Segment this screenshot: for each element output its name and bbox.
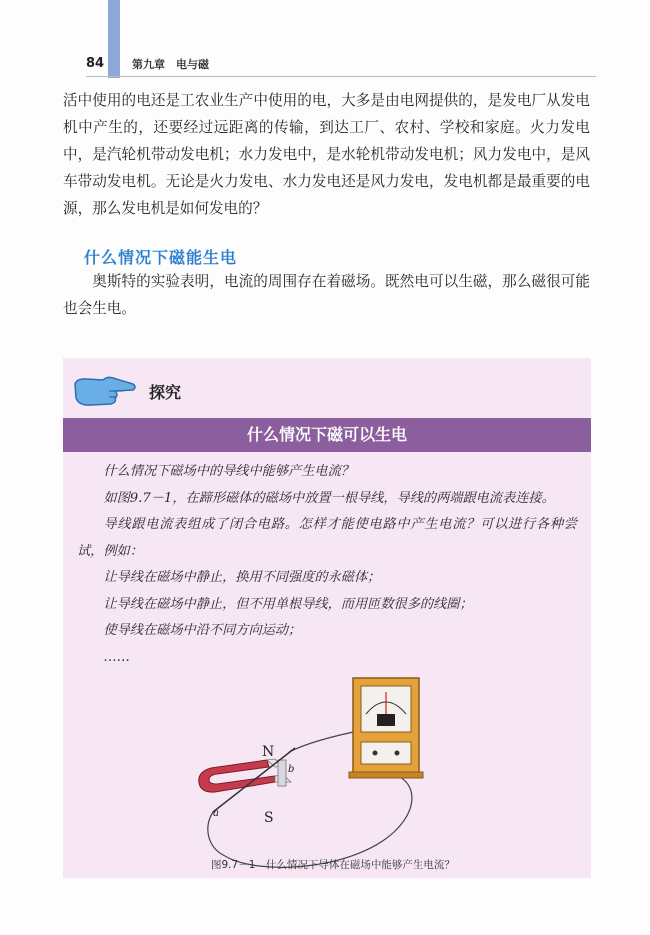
inquiry-attempt-3: 使导线在磁场中沿不同方向运动； (103, 623, 302, 638)
explore-box (63, 358, 591, 878)
circuit-wire-upper (289, 730, 363, 752)
inquiry-attempt-2: 让导线在磁场中静止，但不用单根导线，而用匝数很多的线圈； (103, 596, 473, 612)
intro-paragraph: 活中使用的电还是工农业生产中使用的电，大多是由电网提供的，是发电厂从发电机中产生的，还要经过远距离的传输，到达工厂、农村、学校和家庭。火力发电中，是汽轮机带动发电机；水力发电中，是水轮机带动发电机；风力发电中，是风车带动发电机。无论是火力发电、水力发电还是风力发电，发电机都是最重要的电源，那么发电机是如何发电的？ (63, 92, 590, 217)
galvanometer (349, 678, 423, 778)
figure-9-7-1 (63, 656, 591, 878)
inquiry-ellipsis: …… (103, 649, 130, 665)
circuit-wire (225, 776, 412, 867)
label-s: S (264, 810, 274, 826)
label-b: b (288, 764, 295, 775)
header-color-bar (108, 0, 120, 78)
chapter-title: 第九章 电与磁 (132, 58, 209, 71)
pointing-hand-icon (73, 374, 137, 408)
figure-illustration (63, 656, 591, 878)
inquiry-text (77, 459, 577, 671)
section-heading: 什么情况下磁能生电 (84, 248, 238, 267)
label-n: N (262, 744, 275, 760)
header-rule (86, 76, 596, 77)
inquiry-question: 什么情况下磁场中的导线中能够产生电流？ (103, 464, 354, 479)
banner-title: 什么情况下磁可以生电 (63, 418, 591, 452)
page-header (86, 56, 596, 80)
inquiry-prompt: 导线跟电流表组成了闭合电路。怎样才能使电路中产生电流？可以进行各种尝试，例如： (77, 517, 577, 559)
section-paragraph: 奥斯特的实验表明，电流的周围存在着磁场。既然电可以生磁，那么磁很可能也会生电。 (63, 273, 590, 317)
page-number: 84 (86, 56, 105, 71)
explore-label (71, 372, 251, 416)
figure-caption: 图9.7－1 什么情况下导体在磁场中能够产生电流？ (211, 859, 455, 871)
label-a: a (213, 808, 219, 819)
inquiry-setup: 如图9.7－1，在蹄形磁体的磁场中放置一根导线，导线的两端跟电流表连接。 (103, 490, 555, 506)
explore-title: 探究 (149, 383, 182, 402)
inquiry-attempt-1: 让导线在磁场中静止，换用不同强度的永磁体； (103, 570, 381, 585)
